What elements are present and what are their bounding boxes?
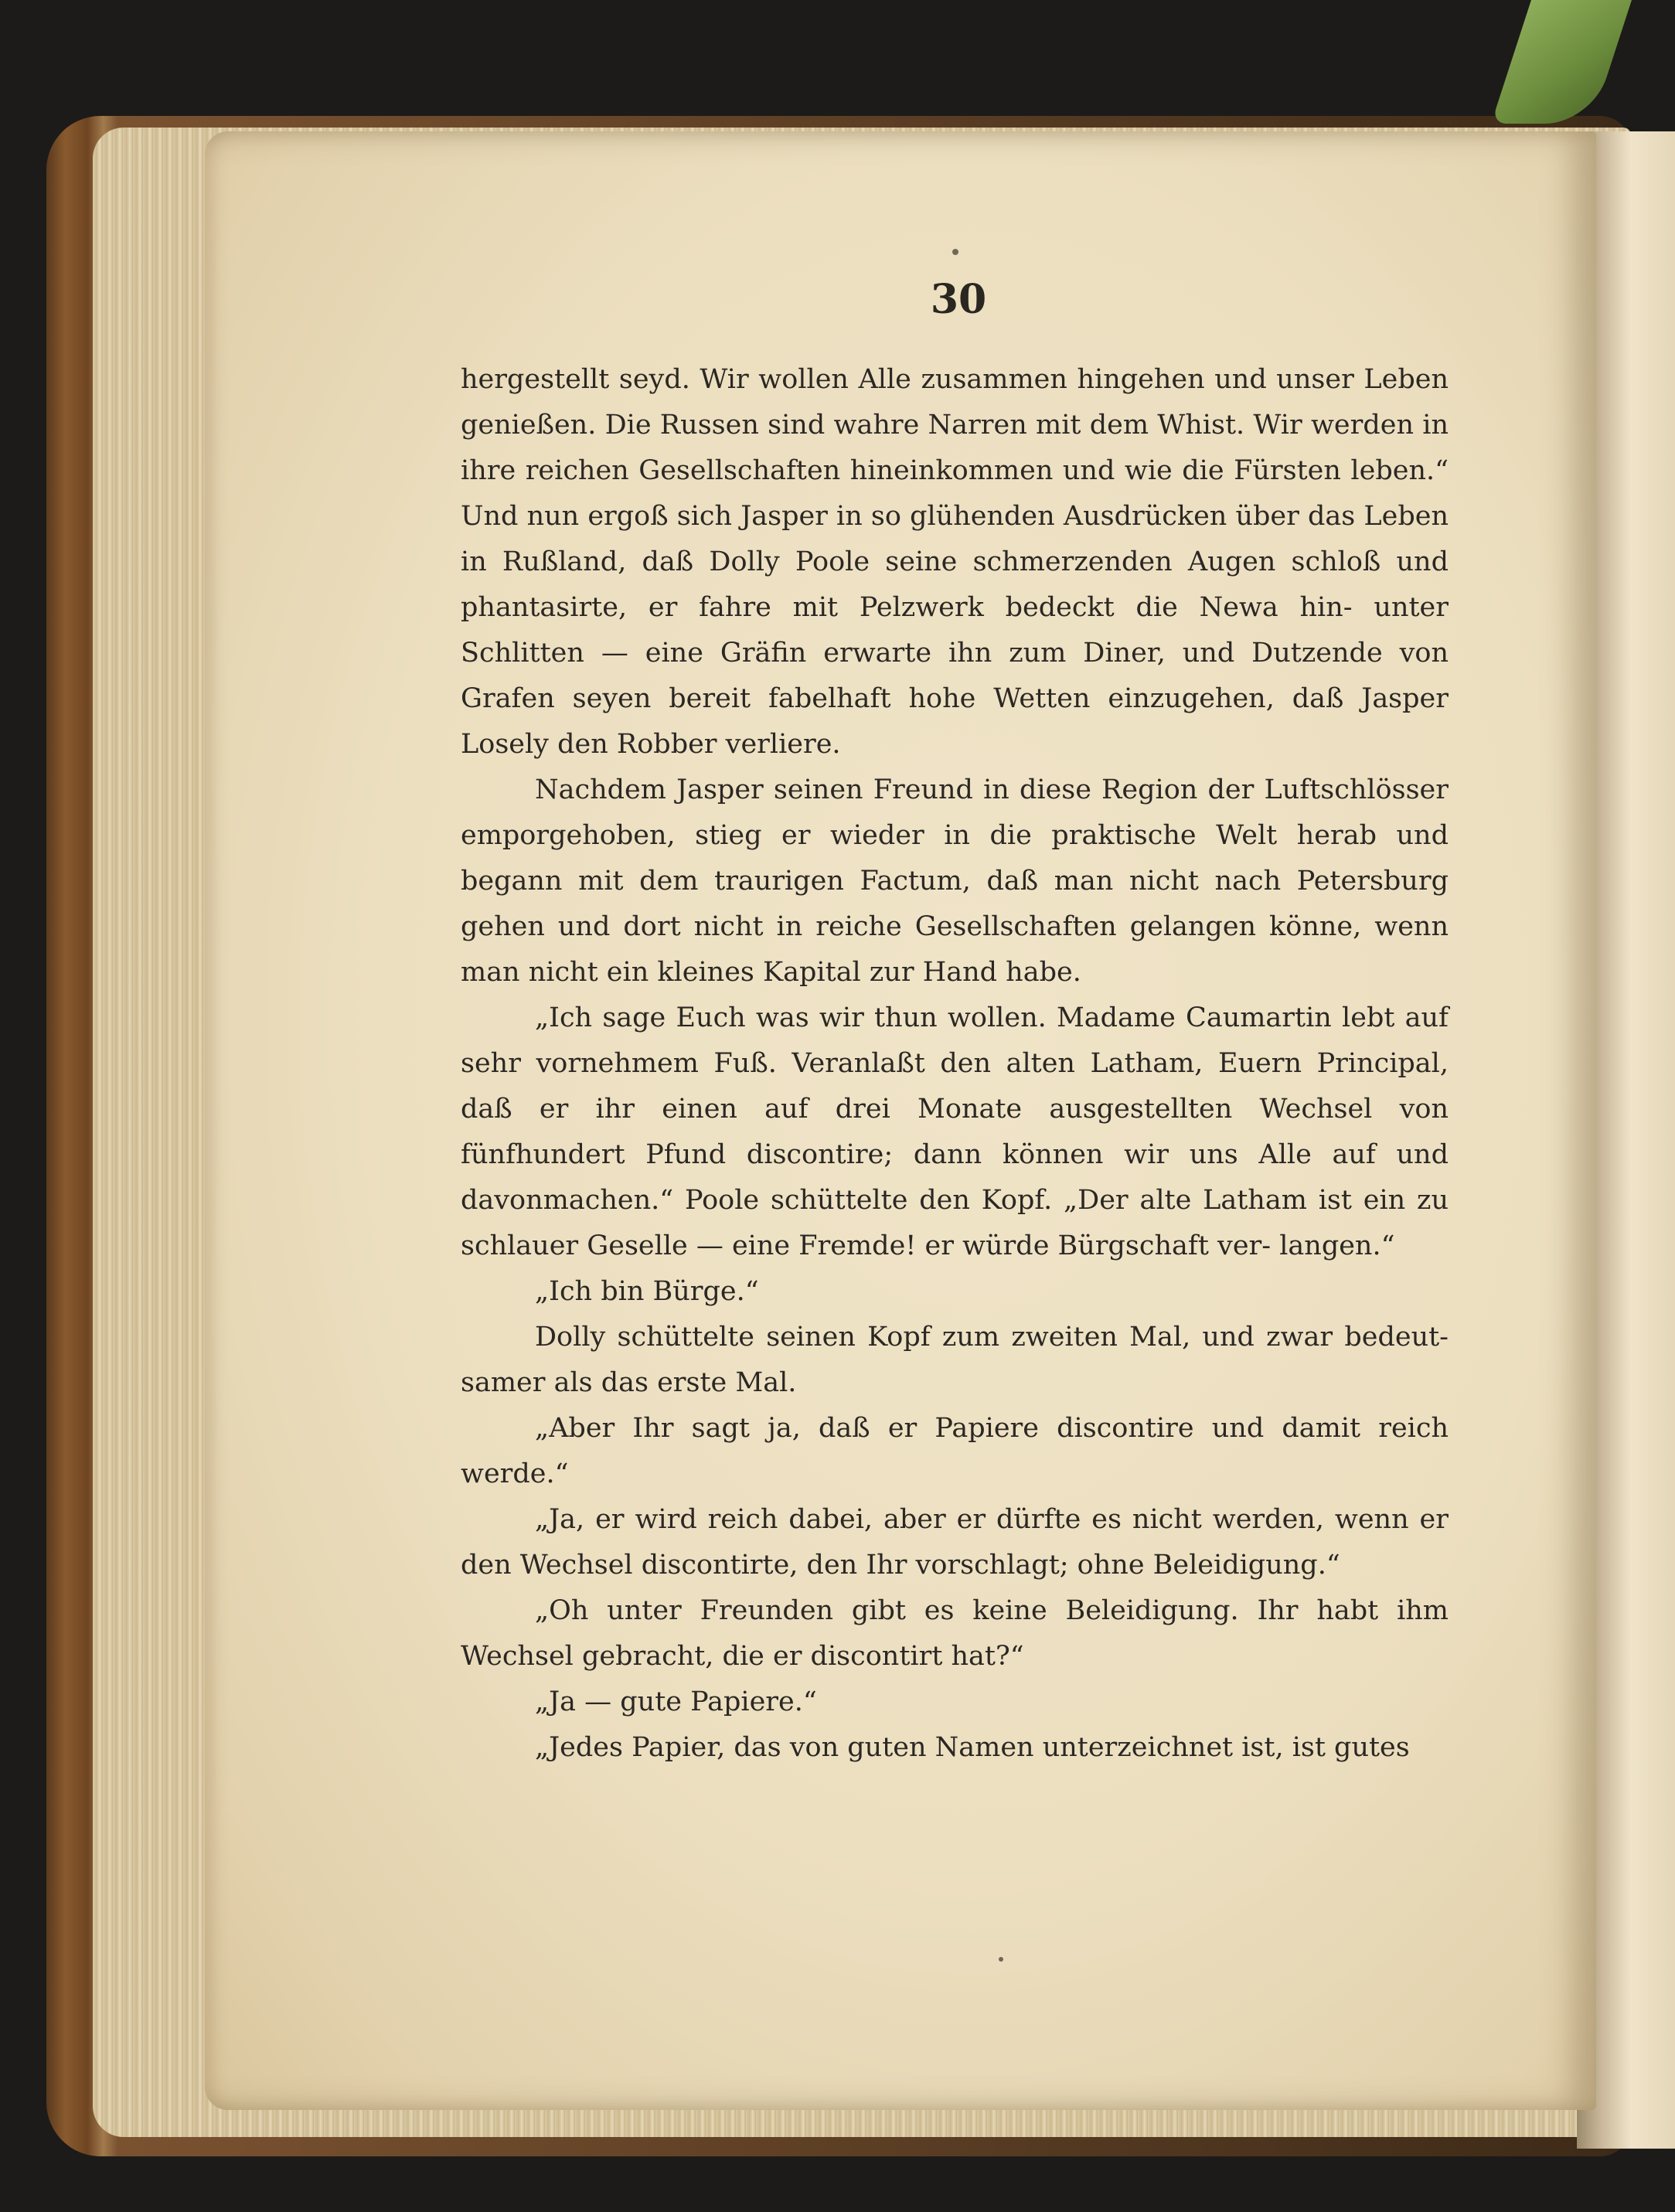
ribbon-bookmark (1491, 0, 1632, 124)
paragraph: Dolly schüttelte seinen Kopf zum zweiten Mal, und zwar bedeut- samer als das erste Mal. (461, 1322, 1449, 1398)
paragraph: „Aber Ihr sagt ja, daß er Papiere discontire und damit reich werde.“ (461, 1413, 1449, 1489)
paragraph: hergestellt seyd. Wir wollen Alle zusammen hingehen und unser Leben genießen. Die Russen sind wahre Narren mit dem Whist. Wir werden in ihre reichen Gesellschaften hineinkommen und wie die Fürsten leben.“ Und nun ergoß sich Jasper in so glühenden Ausdrücken über das Leben in Rußland, daß Dolly Poole seine schmerzenden Augen schloß und phantasirte, er fahre mit Pelzwerk bedeckt die Newa hin- unter Schlitten — eine Gräfin erwarte ihn zum Diner, und Dutzende von Grafen seyen bereit fabelhaft hohe Wetten einzugehen, daß Jasper Losely den Robber verliere. (461, 364, 1449, 760)
ink-speck (952, 249, 958, 255)
paragraph: „Oh unter Freunden gibt es keine Beleidigung. Ihr habt ihm Wechsel gebracht, die er discontirt hat?“ (461, 1595, 1449, 1672)
paragraph: „Jedes Papier, das von guten Namen unterzeichnet ist, ist gutes (535, 1732, 1410, 1763)
paragraph: „Ich bin Bürge.“ (535, 1276, 759, 1307)
paragraph: „Ich sage Euch was wir thun wollen. Madame Caumartin lebt auf sehr vornehmem Fuß. Veranlaßt den alten Latham, Euern Principal, daß er ihr einen auf drei Monate ausgestellten Wechsel von fünfhundert Pfund discontire; dann können wir uns Alle auf und davonmachen.“ Poole schüttelte den Kopf. „Der alte Latham ist ein zu schlauer Geselle — eine Fremde! er würde Bürgschaft ver- langen.“ (461, 1002, 1449, 1261)
page-text (461, 357, 1449, 1771)
paragraph: Nachdem Jasper seinen Freund in diese Region der Luftschlösser emporgehoben, stieg er wieder in die praktische Welt herab und begann mit dem traurigen Factum, daß man nicht nach Petersburg gehen und dort nicht in reiche Gesellschaften gelangen könne, wenn man nicht ein kleines Kapital zur Hand habe. (461, 774, 1449, 988)
page-number: 30 (930, 276, 987, 323)
paragraph: „Ja, er wird reich dabei, aber er dürfte es nicht werden, wenn er den Wechsel discontirte, den Ihr vorschlagt; ohne Beleidigung.“ (461, 1504, 1449, 1581)
paragraph: „Ja — gute Papiere.“ (535, 1686, 817, 1717)
ink-speck (999, 1957, 1003, 1962)
